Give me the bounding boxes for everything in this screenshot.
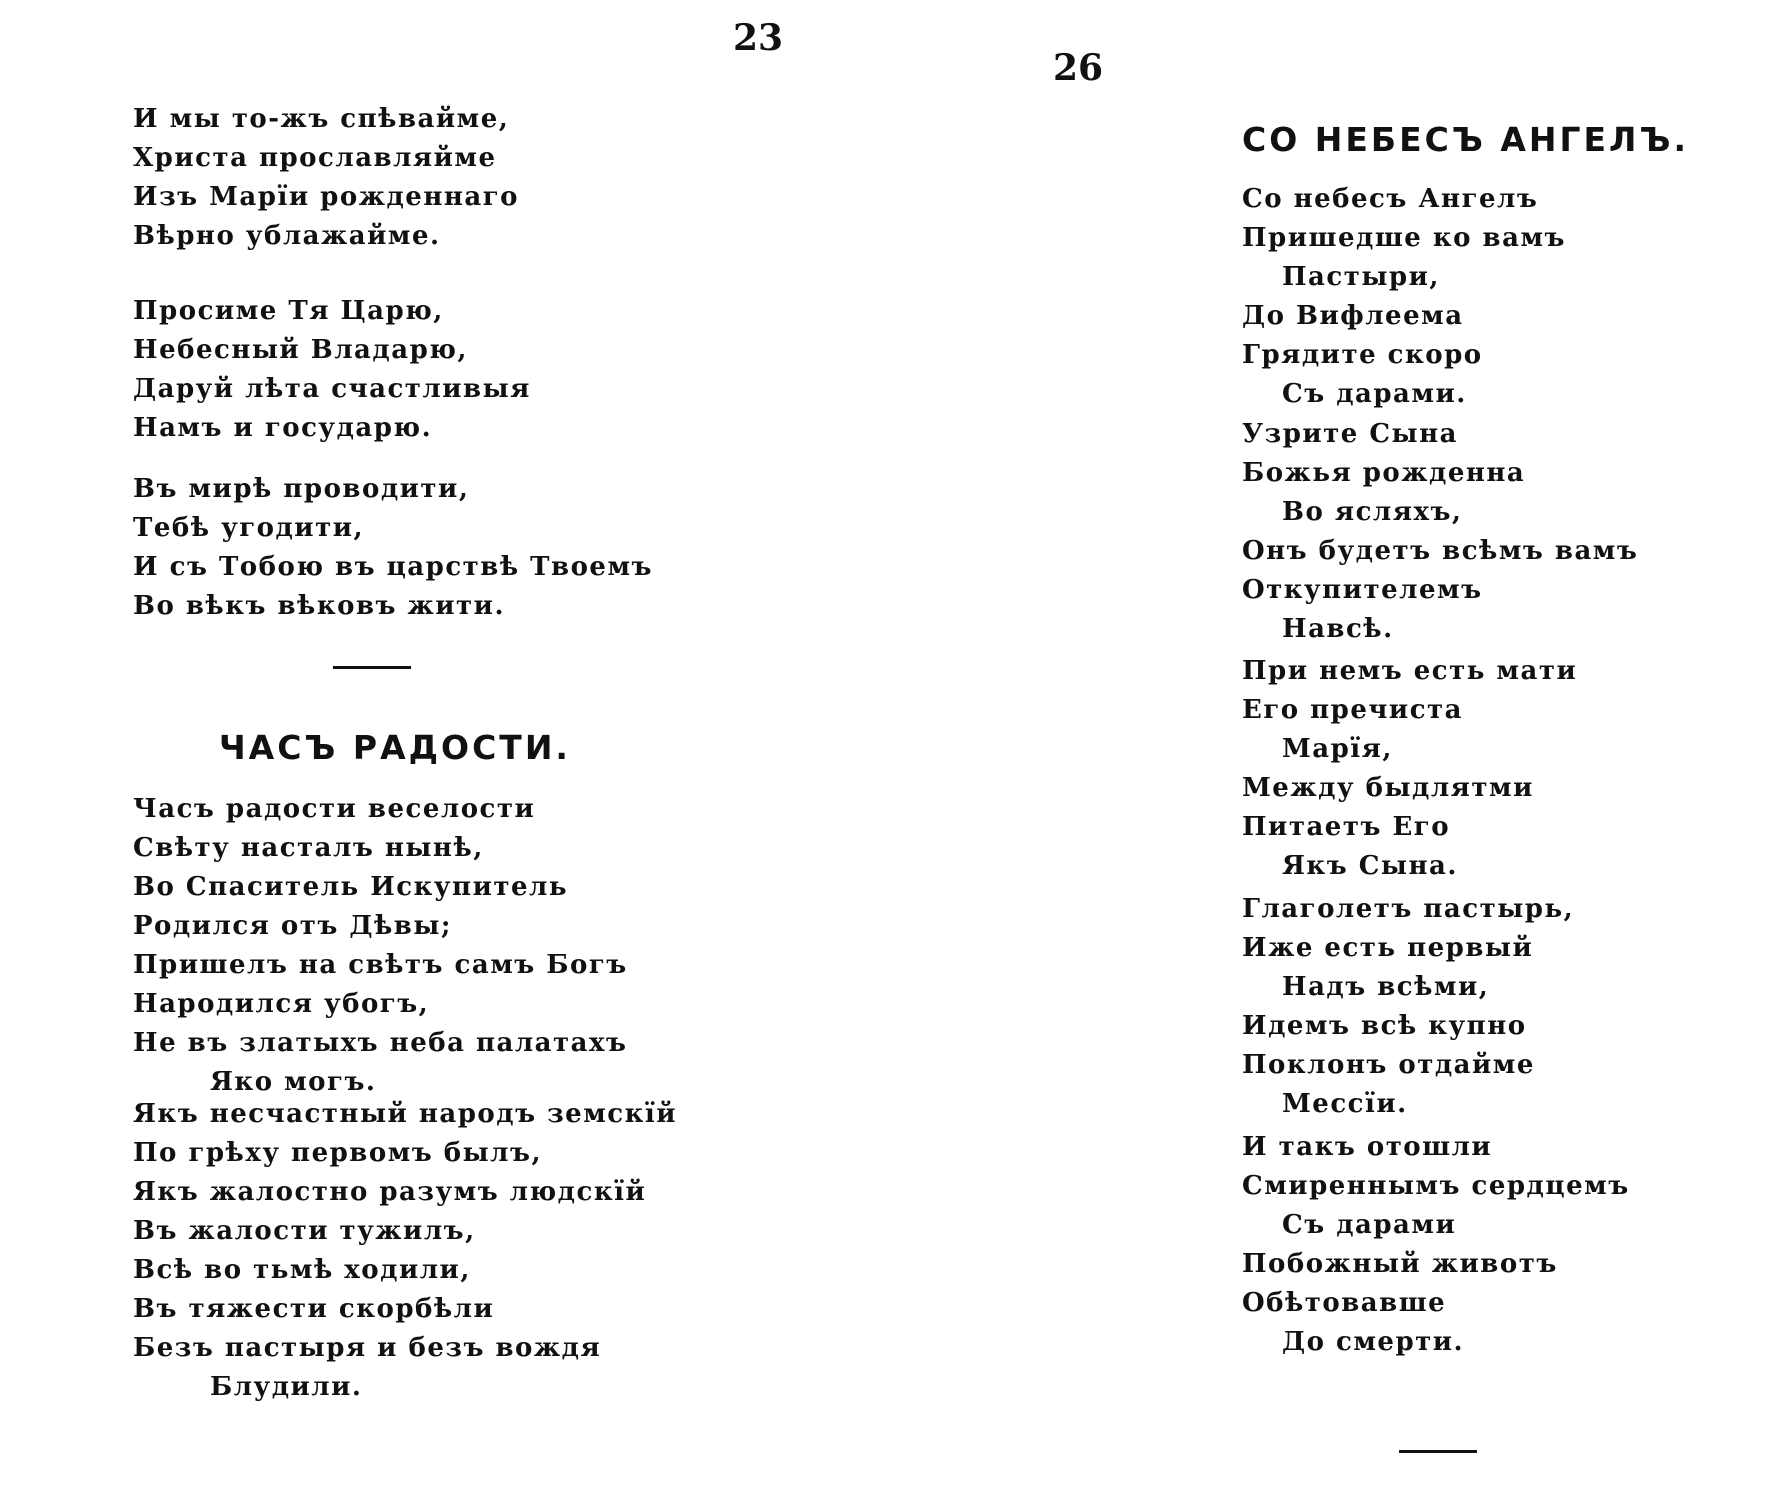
verse-line: Съ дарами [1282, 1210, 1457, 1240]
verse-line: Узрите Сына [1242, 419, 1458, 449]
stanza [133, 1095, 677, 1407]
section-divider [1399, 1450, 1477, 1453]
stanza [1242, 652, 1577, 886]
verse-line: Пришелъ на свѣтъ самъ Богъ [133, 950, 628, 980]
verse-line: По грѣху первомъ былъ, [133, 1138, 543, 1168]
verse-line: Якъ Сына. [1282, 851, 1458, 881]
verse-line: Навсѣ. [1282, 614, 1394, 644]
verse-line: Побожный животъ [1242, 1249, 1558, 1279]
stanza [133, 100, 519, 256]
page-number-left: 23 [733, 17, 784, 59]
stanza [1242, 180, 1566, 414]
verse-line: Его пречиста [1242, 695, 1463, 725]
verse-line: И мы то-жъ спѣвайме, [133, 104, 510, 134]
verse-line: Онъ будетъ всѣмъ вамъ [1242, 536, 1639, 566]
verse-line: Въ мирѣ проводити, [133, 474, 470, 504]
stanza [1242, 1128, 1630, 1362]
verse-line: Даруй лѣта счастливыя [133, 374, 531, 404]
song-title: СО НЕБЕСЪ АНГЕЛЪ. [1242, 120, 1689, 159]
verse-line: Народился убогъ, [133, 989, 430, 1019]
verse-line: Во вѣкъ вѣковъ жити. [133, 591, 505, 621]
verse-line: До смерти. [1282, 1327, 1465, 1357]
verse-line: Грядите скоро [1242, 340, 1483, 370]
verse-line: Во Спаситель Искупитель [133, 872, 568, 902]
verse-line: Пришедше ко вамъ [1242, 223, 1566, 253]
verse-line: Яко могъ. [210, 1067, 377, 1097]
verse-line: Въ жалости тужилъ, [133, 1216, 476, 1246]
verse-line: Свѣту насталъ нынѣ, [133, 833, 484, 863]
verse-line: Откупителемъ [1242, 575, 1483, 605]
verse-line: Мессїи. [1282, 1089, 1408, 1119]
verse-line: И такъ отошли [1242, 1132, 1493, 1162]
verse-line: Христа прославляйме [133, 143, 497, 173]
stanza [133, 790, 628, 1102]
verse-line: Между быдлятми [1242, 773, 1534, 803]
verse-line: Смиреннымъ сердцемъ [1242, 1171, 1630, 1201]
stanza [133, 292, 531, 448]
verse-line: Блудили. [210, 1372, 363, 1402]
verse-line: Родился отъ Дѣвы; [133, 911, 453, 941]
stanza [1242, 415, 1638, 649]
stanza [133, 470, 653, 626]
verse-line: Питаетъ Его [1242, 812, 1451, 842]
verse-line: Марїя, [1282, 734, 1393, 764]
verse-line: Надъ всѣми, [1282, 972, 1490, 1002]
verse-line: Глаголетъ пастырь, [1242, 894, 1575, 924]
stanza [1242, 890, 1574, 1124]
verse-line: Съ дарами. [1282, 379, 1467, 409]
verse-line: До Вифлеема [1242, 301, 1464, 331]
verse-line: Небесный Владарю, [133, 335, 468, 365]
verse-line: Вѣрно ублажайме. [133, 221, 441, 251]
section-divider [333, 666, 411, 669]
verse-line: Изъ Марїи рожденнаго [133, 182, 520, 212]
verse-line: И съ Тобою въ царствѣ Твоемъ [133, 552, 653, 582]
verse-line: Въ тяжести скорбѣли [133, 1294, 495, 1324]
verse-line: Поклонъ отдайме [1242, 1050, 1535, 1080]
verse-line: Со небесъ Ангелъ [1242, 184, 1539, 214]
verse-line: Безъ пастыря и безъ вождя [133, 1333, 602, 1363]
verse-line: Якъ жалостно разумъ людскїй [133, 1177, 647, 1207]
verse-line: Божья рожденна [1242, 458, 1526, 488]
verse-line: Всѣ во тьмѣ ходили, [133, 1255, 471, 1285]
verse-line: Пастыри, [1282, 262, 1440, 292]
verse-line: Часъ радости веселости [133, 794, 536, 824]
verse-line: Просиме Тя Царю, [133, 296, 444, 326]
verse-line: При немъ есть мати [1242, 656, 1578, 686]
verse-line: Иже есть первый [1242, 933, 1534, 963]
verse-line: Обѣтовавше [1242, 1288, 1447, 1318]
verse-line: Якъ несчастный народъ земскїй [133, 1099, 678, 1129]
verse-line: Намъ и государю. [133, 413, 433, 443]
page-number-right: 26 [1053, 47, 1104, 89]
song-title: ЧАСЪ РАДОСТИ. [219, 728, 571, 767]
verse-line: Тебѣ угодити, [133, 513, 365, 543]
verse-line: Не въ златыхъ неба палатахъ [133, 1028, 628, 1058]
verse-line: Идемъ всѣ купно [1242, 1011, 1527, 1041]
verse-line: Во ясляхъ, [1282, 497, 1463, 527]
